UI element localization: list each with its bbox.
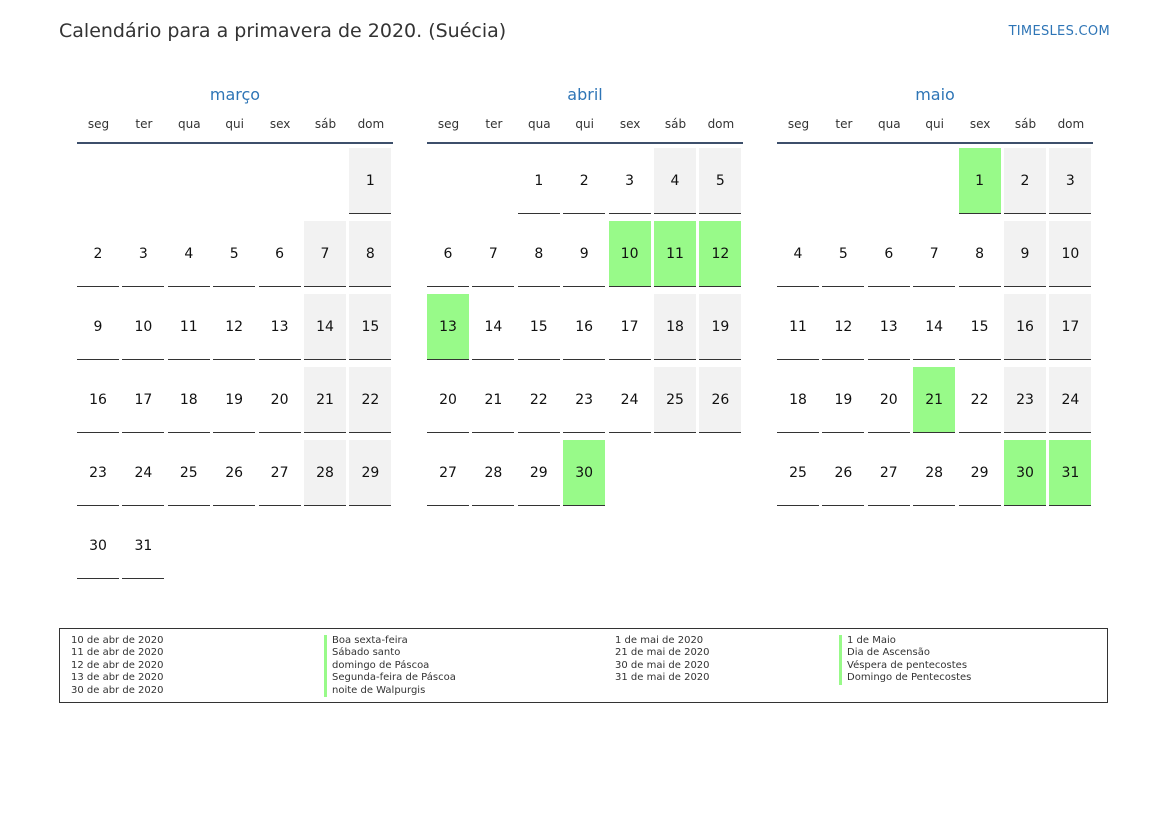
day-cell: 1 <box>349 148 391 214</box>
legend-holiday-name: Segunda-feira de Páscoa <box>324 672 456 684</box>
day-cell: 30 <box>77 513 119 579</box>
weekday-label: ter <box>135 117 153 131</box>
day-cell: 4 <box>777 221 819 287</box>
day-cell: 7 <box>913 221 955 287</box>
day-cell: 20 <box>427 367 469 433</box>
weekday-label: qui <box>575 117 594 131</box>
day-cell: 28 <box>304 440 346 506</box>
day-cell: 13 <box>868 294 910 360</box>
day-cell: 21 <box>472 367 514 433</box>
day-cell: 30 <box>1004 440 1046 506</box>
weekday-label: sex <box>619 117 641 131</box>
day-cell: 9 <box>1004 221 1046 287</box>
weekday-label: dom <box>707 117 735 131</box>
day-cell: 26 <box>699 367 741 433</box>
day-cell: 26 <box>822 440 864 506</box>
day-cell: 23 <box>563 367 605 433</box>
day-cell: 30 <box>563 440 605 506</box>
legend-holiday-name: Boa sexta-feira <box>324 635 456 647</box>
legend-dates-right <box>615 635 710 685</box>
day-cell: 2 <box>1004 148 1046 214</box>
day-cell: 6 <box>868 221 910 287</box>
weekday-label: sáb <box>314 117 337 131</box>
day-cell: 17 <box>609 294 651 360</box>
legend-date: 12 de abr de 2020 <box>71 659 164 671</box>
day-cell: 27 <box>259 440 301 506</box>
weekday-label: sex <box>269 117 291 131</box>
day-cell: 31 <box>1049 440 1091 506</box>
legend-date: 21 de mai de 2020 <box>615 647 710 659</box>
weekday-label: seg <box>787 117 810 131</box>
weekday-label: qua <box>528 117 551 131</box>
day-cell: 10 <box>1049 221 1091 287</box>
day-cell: 31 <box>122 513 164 579</box>
day-cell: 24 <box>122 440 164 506</box>
legend-holiday-name: Domingo de Pentecostes <box>839 672 971 684</box>
day-cell: 13 <box>259 294 301 360</box>
day-cell: 4 <box>168 221 210 287</box>
legend-date: 11 de abr de 2020 <box>71 647 164 659</box>
day-cell: 15 <box>349 294 391 360</box>
day-cell: 5 <box>699 148 741 214</box>
month-title: maio <box>915 85 955 104</box>
day-cell: 8 <box>518 221 560 287</box>
day-cell: 24 <box>609 367 651 433</box>
weekday-label: sex <box>969 117 991 131</box>
weekday-label: ter <box>485 117 503 131</box>
day-cell: 13 <box>427 294 469 360</box>
day-cell: 27 <box>427 440 469 506</box>
day-cell: 10 <box>122 294 164 360</box>
day-cell: 7 <box>472 221 514 287</box>
legend-names-left <box>324 635 456 697</box>
legend-date: 30 de abr de 2020 <box>71 684 164 696</box>
day-cell: 22 <box>959 367 1001 433</box>
weekday-label: qua <box>178 117 201 131</box>
month-may <box>777 84 1095 481</box>
weekday-label: dom <box>1057 117 1085 131</box>
day-cell: 24 <box>1049 367 1091 433</box>
day-cell: 3 <box>122 221 164 287</box>
day-cell: 14 <box>472 294 514 360</box>
day-cell: 19 <box>699 294 741 360</box>
weekday-label: dom <box>357 117 385 131</box>
legend-date: 30 de mai de 2020 <box>615 659 710 671</box>
day-cell: 14 <box>304 294 346 360</box>
day-cell: 10 <box>609 221 651 287</box>
legend-holiday-name: noite de Walpurgis <box>324 685 456 697</box>
month-title: abril <box>567 85 603 104</box>
legend-names-right <box>839 635 971 685</box>
day-cell: 29 <box>959 440 1001 506</box>
day-cell: 8 <box>349 221 391 287</box>
day-cell: 16 <box>563 294 605 360</box>
day-cell: 19 <box>822 367 864 433</box>
day-cell: 29 <box>518 440 560 506</box>
legend-dates-left <box>71 635 163 697</box>
day-cell: 12 <box>213 294 255 360</box>
legend-holiday-name: Dia de Ascensão <box>839 647 971 659</box>
day-cell: 25 <box>654 367 696 433</box>
day-cell: 9 <box>563 221 605 287</box>
day-cell: 1 <box>959 148 1001 214</box>
site-link[interactable]: TIMESLES.COM <box>1008 24 1110 39</box>
day-cell: 18 <box>168 367 210 433</box>
day-cell: 3 <box>1049 148 1091 214</box>
month-march <box>77 84 395 554</box>
weekday-label: sáb <box>1014 117 1037 131</box>
legend-holiday-name: Véspera de pentecostes <box>839 660 971 672</box>
day-cell: 11 <box>654 221 696 287</box>
legend-date: 13 de abr de 2020 <box>71 672 164 684</box>
day-cell: 12 <box>822 294 864 360</box>
day-cell: 20 <box>259 367 301 433</box>
holiday-legend <box>59 628 1108 703</box>
day-cell: 25 <box>168 440 210 506</box>
day-cell: 11 <box>168 294 210 360</box>
day-cell: 14 <box>913 294 955 360</box>
weekday-label: qui <box>925 117 944 131</box>
month-april <box>427 84 745 481</box>
weekday-label: sáb <box>664 117 687 131</box>
day-cell: 2 <box>563 148 605 214</box>
day-cell: 18 <box>654 294 696 360</box>
day-cell: 20 <box>868 367 910 433</box>
day-cell: 27 <box>868 440 910 506</box>
day-cell: 7 <box>304 221 346 287</box>
day-cell: 21 <box>304 367 346 433</box>
day-cell: 5 <box>822 221 864 287</box>
day-cell: 28 <box>913 440 955 506</box>
day-cell: 12 <box>699 221 741 287</box>
weekday-header <box>777 106 1093 144</box>
day-cell: 1 <box>518 148 560 214</box>
day-cell: 2 <box>77 221 119 287</box>
day-cell: 9 <box>77 294 119 360</box>
day-cell: 3 <box>609 148 651 214</box>
weekday-label: seg <box>437 117 460 131</box>
legend-date: 1 de mai de 2020 <box>615 635 704 646</box>
day-cell: 6 <box>427 221 469 287</box>
day-cell: 19 <box>213 367 255 433</box>
day-cell: 25 <box>777 440 819 506</box>
weekday-header <box>77 106 393 144</box>
day-cell: 18 <box>777 367 819 433</box>
legend-date: 31 de mai de 2020 <box>615 672 710 684</box>
day-cell: 15 <box>518 294 560 360</box>
day-cell: 29 <box>349 440 391 506</box>
day-cell: 28 <box>472 440 514 506</box>
day-cell: 21 <box>913 367 955 433</box>
day-cell: 22 <box>518 367 560 433</box>
day-cell: 11 <box>777 294 819 360</box>
day-cell: 16 <box>77 367 119 433</box>
weekday-label: seg <box>87 117 110 131</box>
day-cell: 6 <box>259 221 301 287</box>
page-title: Calendário para a primavera de 2020. (Suécia) <box>59 20 507 42</box>
day-cell: 23 <box>77 440 119 506</box>
legend-holiday-name: Sábado santo <box>324 647 456 659</box>
day-cell: 22 <box>349 367 391 433</box>
weekday-label: ter <box>835 117 853 131</box>
day-cell: 5 <box>213 221 255 287</box>
day-cell: 17 <box>1049 294 1091 360</box>
day-cell: 15 <box>959 294 1001 360</box>
day-cell: 16 <box>1004 294 1046 360</box>
legend-date: 10 de abr de 2020 <box>71 635 164 646</box>
day-cell: 26 <box>213 440 255 506</box>
day-cell: 23 <box>1004 367 1046 433</box>
month-title: março <box>209 85 261 104</box>
weekday-label: qua <box>878 117 901 131</box>
day-cell: 8 <box>959 221 1001 287</box>
day-cell: 17 <box>122 367 164 433</box>
day-cell: 4 <box>654 148 696 214</box>
legend-holiday-name: 1 de Maio <box>839 635 971 647</box>
weekday-header <box>427 106 743 144</box>
legend-holiday-name: domingo de Páscoa <box>324 660 456 672</box>
weekday-label: qui <box>225 117 244 131</box>
